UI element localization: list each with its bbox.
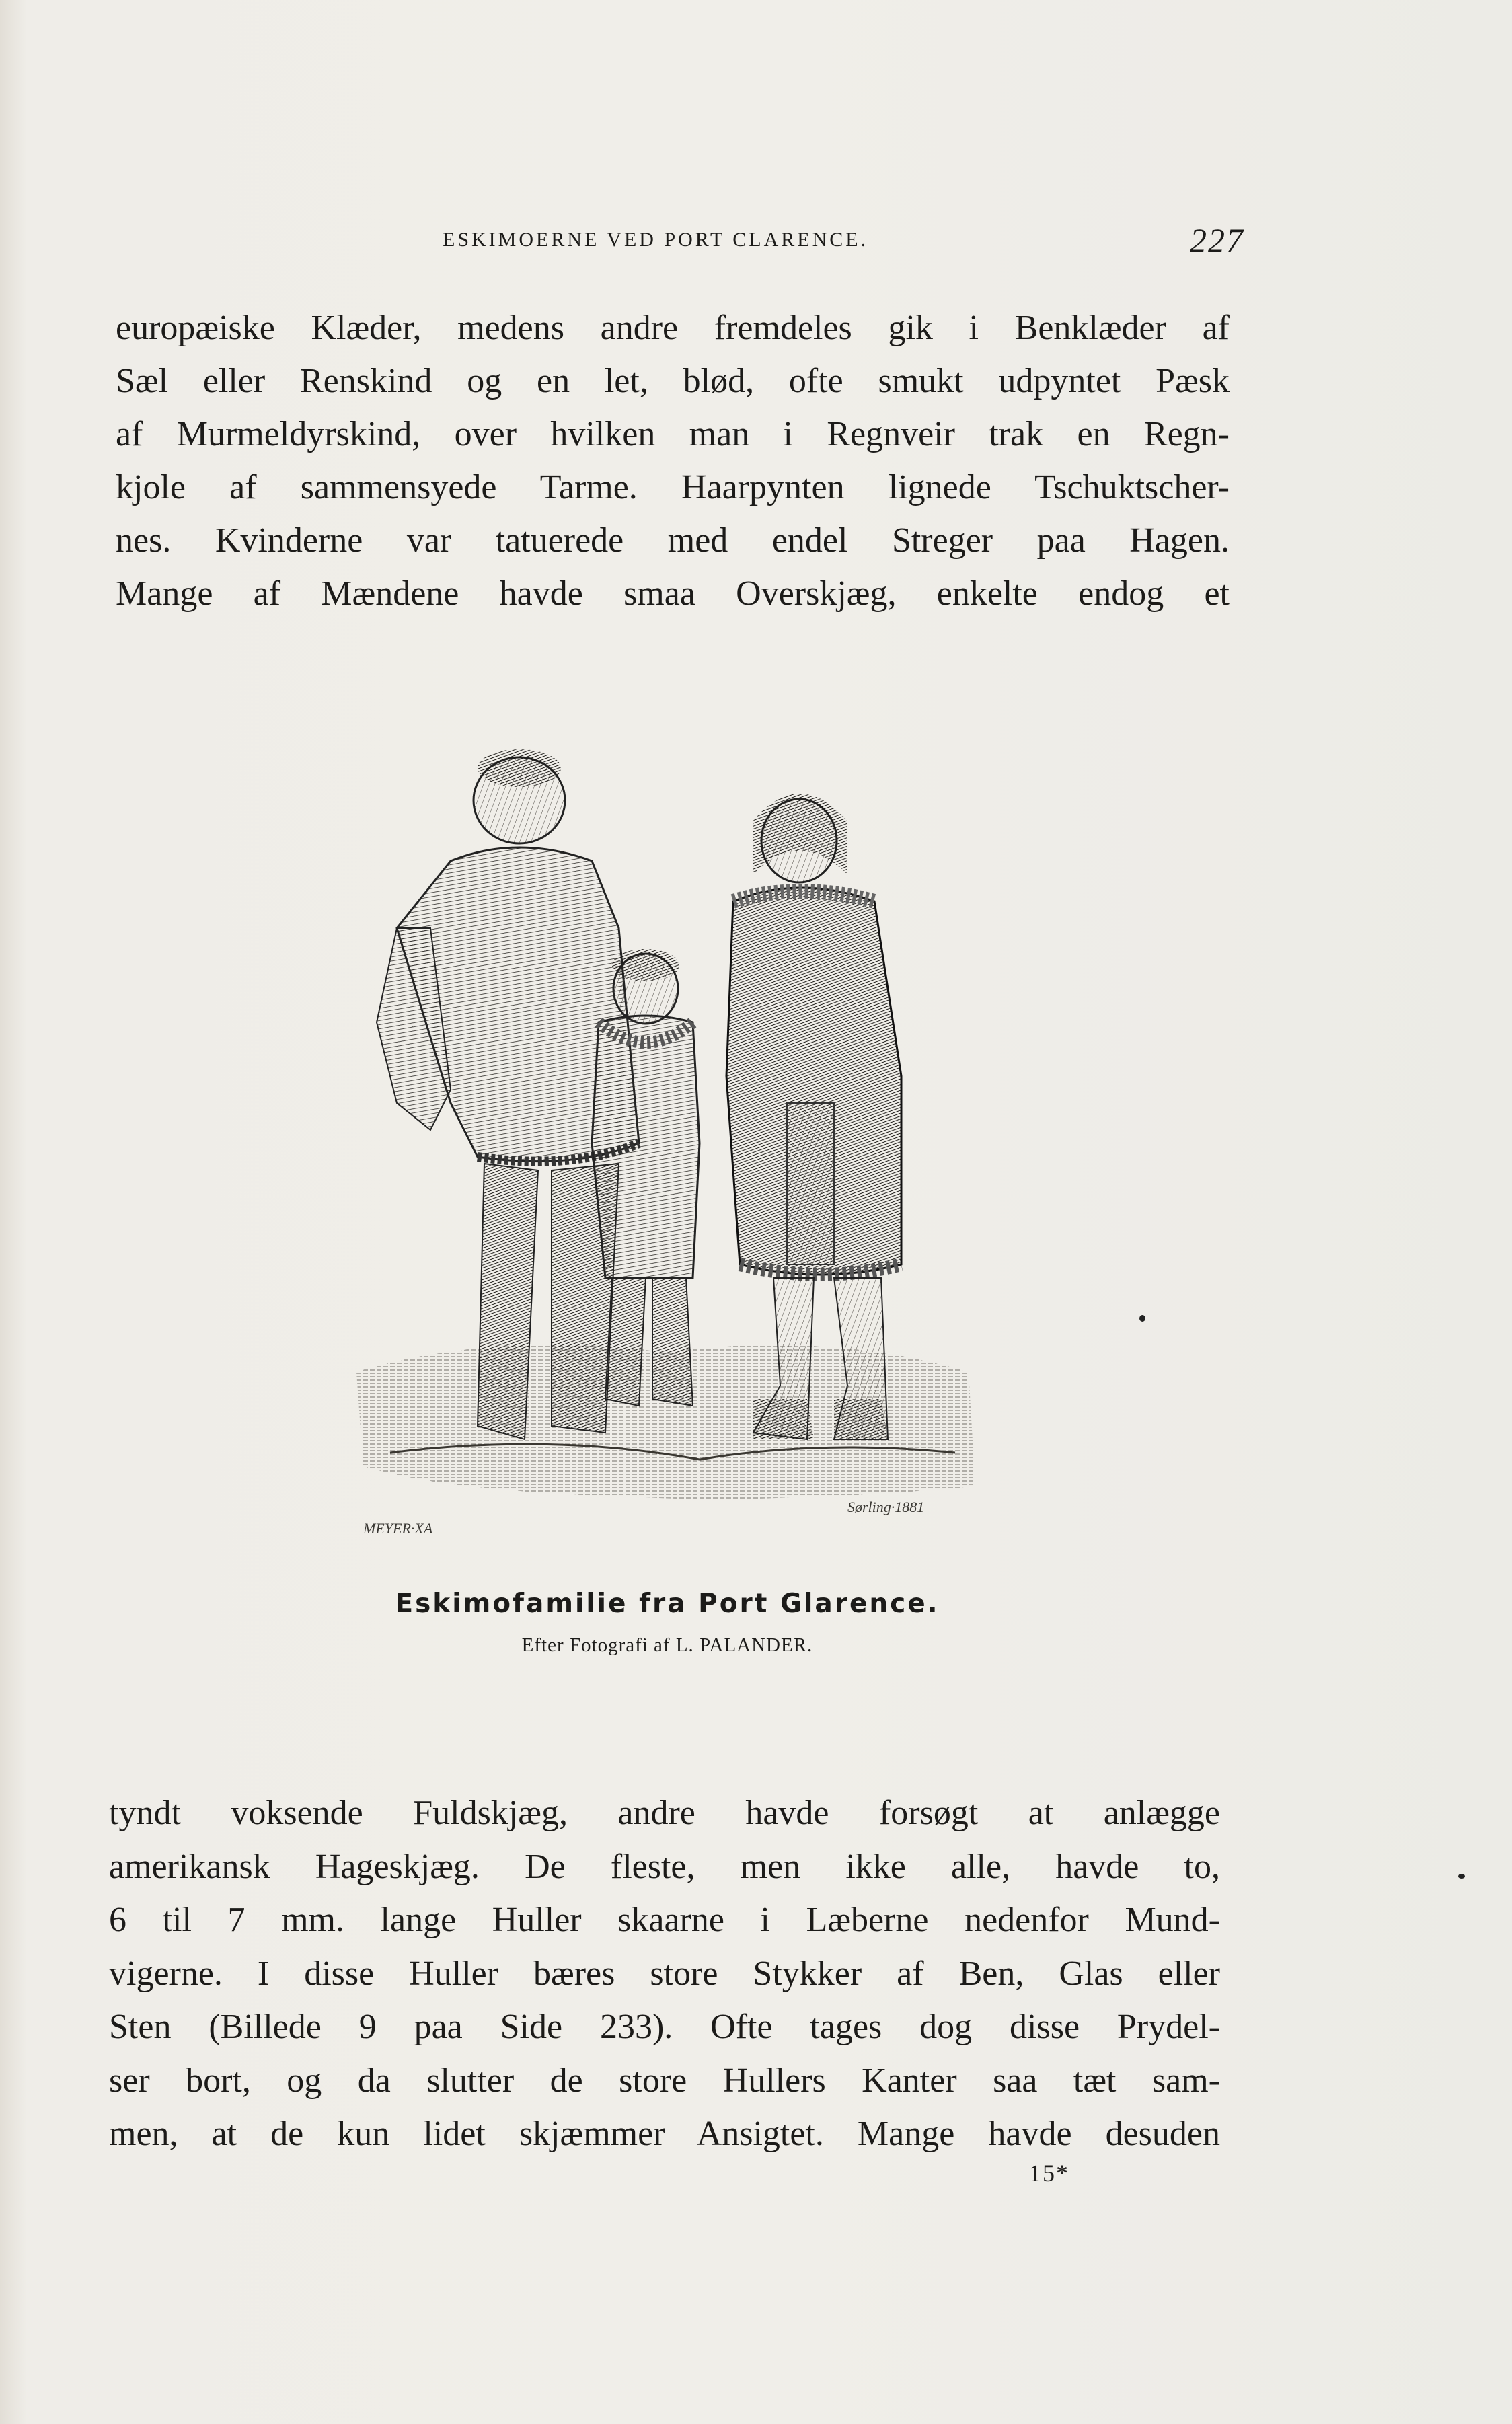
engraver-signature-right: Sørling·1881 — [847, 1499, 925, 1515]
figure-caption-credit: Efter Fotografi af L. PALANDER. — [521, 1634, 813, 1656]
text-line: ser bort, og da slutter de store Hullers Kanter saa tæt sam- — [109, 2061, 1220, 2100]
engraver-signature-left: MEYER·XA — [363, 1520, 433, 1537]
text-line: nes. Kvinderne var tatuerede med endel Streger paa Hagen. — [116, 521, 1230, 560]
text-line: Sten (Billede 9 paa Side 233). Ofte tages dog disse Prydel- — [109, 2008, 1220, 2046]
engraving-illustration — [350, 726, 982, 1547]
text-line: europæiske Klæder, medens andre fremdeles gik i Benklæder af — [116, 309, 1230, 347]
running-title: ESKIMOERNE VED PORT CLARENCE. — [443, 229, 869, 251]
text-line: Sæl eller Renskind og en let, blød, ofte smukt udpyntet Pæsk — [116, 362, 1230, 400]
text-line: men, at de kun lidet skjæmmer Ansigtet. Mange havde desuden — [109, 2115, 1220, 2153]
signature-mark: 15* — [1029, 2160, 1069, 2187]
text-line: amerikansk Hageskjæg. De fleste, men ikke alle, havde to, — [109, 1847, 1220, 1886]
figure-caption-title: Eskimofamilie fra Port Glarence. — [395, 1589, 940, 1619]
text-line: Mange af Mændene havde smaa Overskjæg, enkelte endog et — [116, 574, 1230, 613]
ink-speck — [1458, 1874, 1465, 1879]
text-line: kjole af sammensyede Tarme. Haarpynten lignede Tschuktscher- — [116, 468, 1230, 506]
text-line: vigerne. I disse Huller bæres store Stykker af Ben, Glas eller — [109, 1954, 1220, 1993]
paragraph-top — [116, 301, 1230, 620]
text-line: af Murmeldyrskind, over hvilken man i Regnveir trak en Regn- — [116, 415, 1230, 453]
page-header — [114, 221, 1244, 269]
eskimo-family-engraving — [350, 726, 982, 1547]
paragraph-bottom — [109, 1786, 1220, 2161]
text-line: tyndt voksende Fuldskjæg, andre havde forsøgt at anlægge — [109, 1794, 1220, 1832]
page-number: 227 — [1190, 221, 1244, 259]
text-line: 6 til 7 mm. lange Huller skaarne i Læberne nedenfor Mund- — [109, 1901, 1220, 1939]
ink-speck — [1139, 1315, 1145, 1322]
woman-figure — [726, 794, 901, 1439]
